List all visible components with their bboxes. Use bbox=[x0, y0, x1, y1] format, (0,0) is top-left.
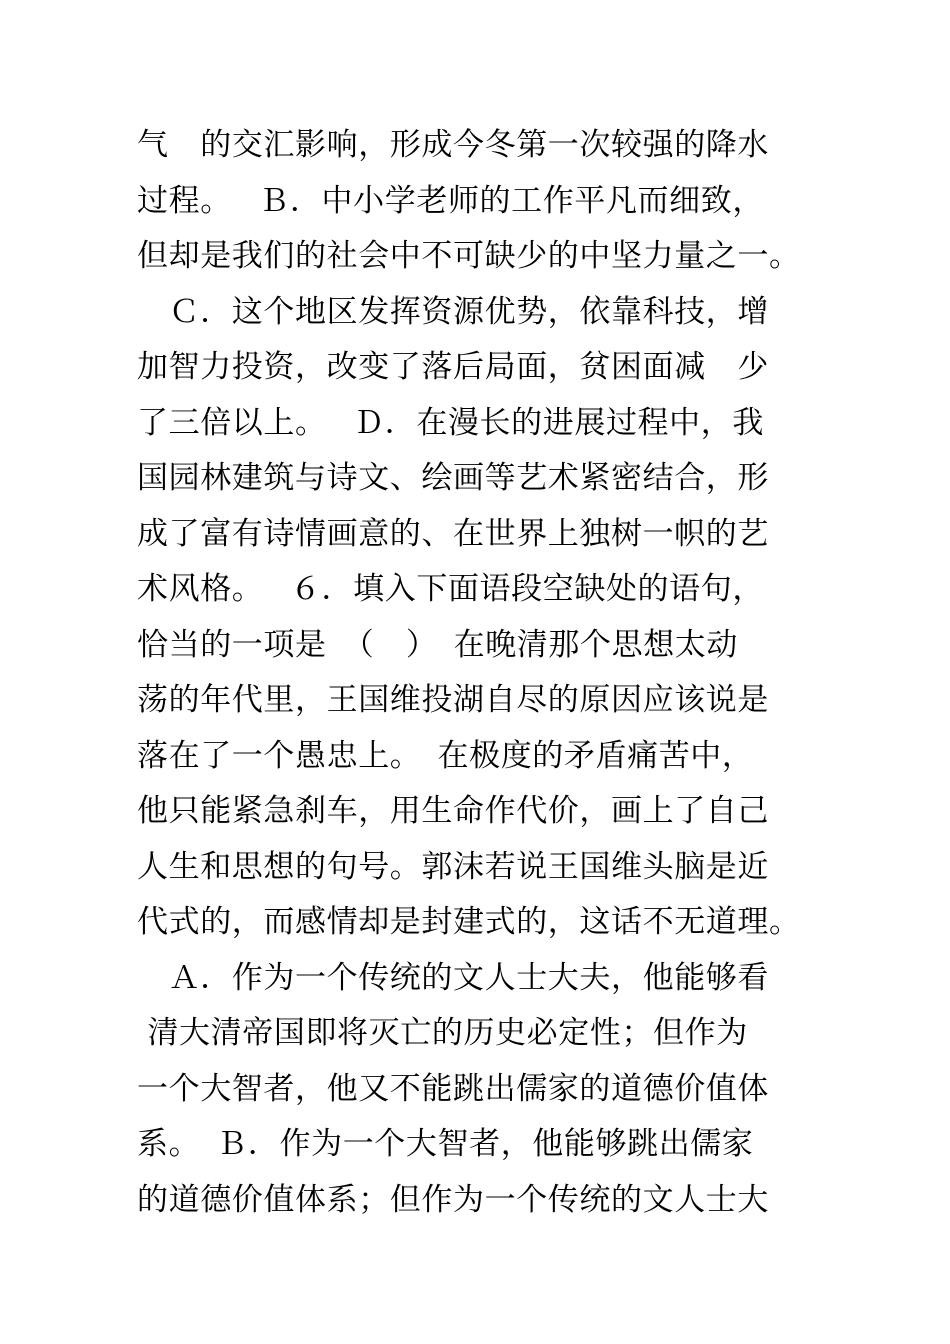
text-line: 成了富有诗情画意的、在世界上独树一帜的艺 bbox=[137, 515, 769, 552]
text-line: 术风格。 ６．填入下面语段空缺处的语句， bbox=[137, 571, 764, 607]
text-line: Ａ．作为一个传统的文人士大夫，他能够看 bbox=[137, 959, 769, 996]
text-line: 气 的交汇影响，形成今冬第一次较强的降水 bbox=[137, 127, 769, 163]
text-line: 但却是我们的社会中不可缺少的中坚力量之一。 bbox=[137, 238, 801, 274]
text-line: 过程。 Ｂ．中小学老师的工作平凡而细致， bbox=[137, 182, 764, 219]
text-line: 系。 Ｂ．作为一个大智者，他能够跳出儒家 bbox=[137, 1126, 754, 1162]
text-line: 人生和思想的句号。郭沫若说王国维头脑是近 bbox=[137, 848, 769, 885]
text-line: Ｃ．这个地区发挥资源优势，依靠科技，增 bbox=[137, 293, 769, 330]
text-line: 恰当的一项是 （ ） 在晚清那个思想太动 bbox=[137, 626, 738, 663]
text-line: 落在了一个愚忠上。 在极度的矛盾痛苦中， bbox=[137, 737, 754, 774]
text-line: 一个大智者，他又不能跳出儒家的道德价值体 bbox=[137, 1070, 769, 1107]
text-line: 了三倍以上。 Ｄ．在漫长的进展过程中，我 bbox=[137, 404, 764, 441]
text-line: 代式的，而感情却是封建式的，这话不无道理。 bbox=[137, 904, 801, 940]
text-line: 加智力投资，改变了落后局面，贫困面减 少 bbox=[137, 349, 769, 385]
body-text bbox=[137, 118, 837, 1228]
text-line: 国园林建筑与诗文、绘画等艺术紧密结合，形 bbox=[137, 460, 769, 496]
text-line: 荡的年代里，王国维投湖自尽的原因应该说是 bbox=[137, 682, 769, 718]
text-line: 他只能紧急刹车，用生命作代价，画上了自己 bbox=[137, 793, 769, 829]
text-line: 清大清帝国即将灭亡的历史必定性；但作为 bbox=[137, 1015, 748, 1051]
text-line: 的道德价值体系；但作为一个传统的文人士大 bbox=[137, 1181, 769, 1218]
